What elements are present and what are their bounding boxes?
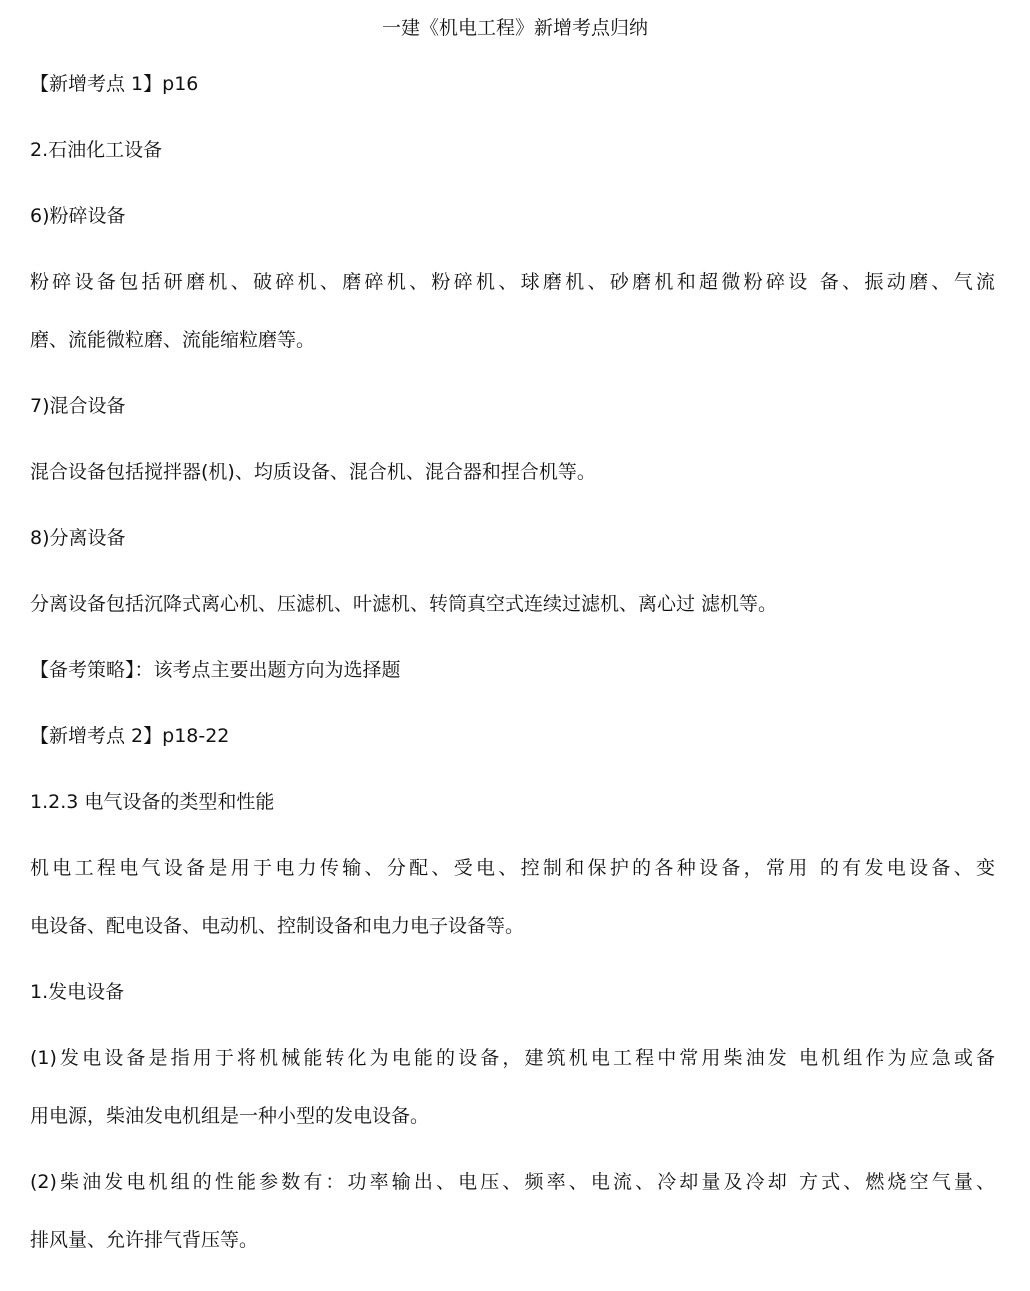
- paragraph-line: 分离设备包括沉降式离心机、压滤机、叶滤机、转筒真空式连续过滤机、离心过 滤机等。: [30, 593, 778, 615]
- item-heading: 6)粉碎设备: [30, 205, 126, 227]
- subsection-heading: 1.2.3 电气设备的类型和性能: [30, 791, 275, 813]
- item-heading: 8)分离设备: [30, 527, 126, 549]
- section-heading-new-point-2: 【新增考点 2】p18-22: [30, 725, 230, 747]
- strategy-note: 【备考策略】：该考点主要出题方向为选择题: [30, 659, 401, 681]
- document-title: 一建《机电工程》新增考点归纳: [381, 17, 648, 39]
- section-heading-new-point-1: 【新增考点 1】p16: [30, 73, 199, 95]
- paragraph-line: 磨、流能微粒磨、流能缩粒磨等。: [30, 329, 316, 351]
- paragraph-line: 排风量、允许排气背压等。: [30, 1229, 259, 1251]
- paragraph-line: (1)发电设备是指用于将机械能转化为电能的设备，建筑机电工程中常用柴油发 电机组作为应急或备: [30, 1047, 995, 1069]
- item-heading: 1.发电设备: [30, 981, 125, 1003]
- paragraph-line: 机电工程电气设备是用于电力传输、分配、受电、控制和保护的各种设备，常用 的有发电设备、变: [30, 857, 995, 879]
- paragraph-line: 电设备、配电设备、电动机、控制设备和电力电子设备等。: [30, 915, 525, 937]
- paragraph-line: 混合设备包括搅拌器(机)、均质设备、混合机、混合器和捏合机等。: [30, 461, 596, 483]
- subsection-heading: 2.石油化工设备: [30, 139, 163, 161]
- paragraph-line: (2)柴油发电机组的性能参数有：功率输出、电压、频率、电流、冷却量及冷却 方式、燃烧空气量、: [30, 1171, 995, 1193]
- paragraph-line: 用电源，柴油发电机组是一种小型的发电设备。: [30, 1105, 430, 1127]
- item-heading: 7)混合设备: [30, 395, 126, 417]
- paragraph-line: 粉碎设备包括研磨机、破碎机、磨碎机、粉碎机、球磨机、砂磨机和超微粉碎设 备、振动磨、气流: [30, 271, 995, 293]
